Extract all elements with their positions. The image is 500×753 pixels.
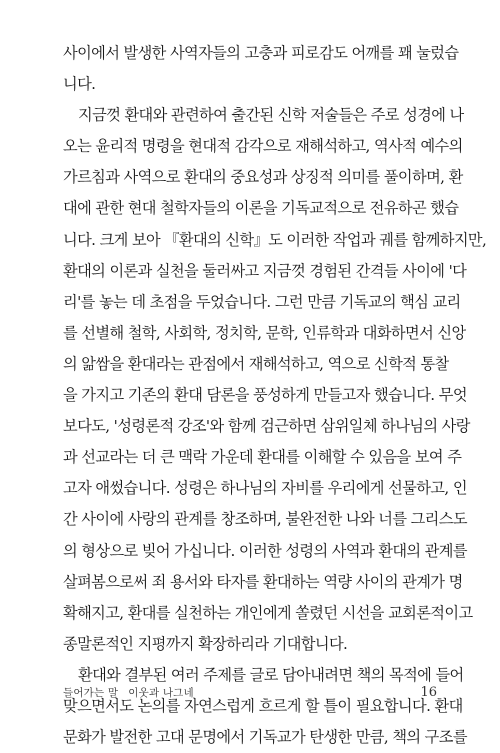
text-line: 환대의 이론과 실천을 둘러싸고 지금껏 경험된 간격들 사이에 '다 [63,261,467,280]
page-number: 16 [420,685,437,700]
text-line: 사이에서 발생한 사역자들의 고충과 피로감도 어깨를 꽤 눌렀습 [63,44,459,62]
text-line: 리'를 놓는 데 초점을 두었습니다. 그런 만큼 기독교의 핵심 교리 [63,292,461,311]
body-text [63,38,487,753]
text-line: 보다도, '성령론적 강조'와 함께 검근하면 삼위일체 하나님의 사랑 [63,417,470,436]
text-line: 간 사이에 사랑의 관계를 창조하며, 불완전한 나와 너를 그리스도 [63,510,467,529]
text-line: 문화가 발전한 고대 문명에서 기독교가 탄생한 만큼, 책의 구조를 [63,728,467,747]
text-line: 니다. 크게 보아 『환대의 신학』도 이러한 작업과 궤를 함께하지만, [63,230,487,249]
text-line: 니다. [63,75,96,94]
running-footer [63,682,194,704]
text-line: 을 가지고 기존의 환대 담론을 풍성하게 만들고자 했습니다. 무엇 [63,386,467,405]
text-line: 오는 윤리적 명령을 현대적 감각으로 재해석하고, 역사적 예수의 [63,137,463,156]
text-line: 맞으면서도 논의를 자연스럽게 흐르게 할 틀이 필요합니다. 환대 [63,696,463,715]
text-line: 환대와 결부된 여러 주제를 글로 담아내려면 책의 목적에 들어 [78,665,464,684]
text-line: 종말론적인 지평까지 확장하리라 기대합니다. [63,634,348,653]
text-line: 살펴봄으로써 죄 용서와 타자를 환대하는 역량 사이의 관계가 명 [63,572,463,591]
footer-section-title: 들어가는 말 [63,687,119,699]
footer-book-title: 이웃과 나그네 [128,687,194,699]
text-line: 대에 관한 현대 철학자들의 이론을 기독교적으로 전유하곤 했습 [63,199,459,218]
page-footer [63,682,437,704]
text-line: 확해지고, 환대를 실천하는 개인에게 쏠렸던 시선을 교회론적이고 [63,603,473,622]
text-line: 가르침과 사역으로 환대의 중요성과 상징적 의미를 풀이하며, 환 [63,168,463,187]
text-line: 지금껏 환대와 관련하여 출간된 신학 저술들은 주로 성경에 나 [78,106,464,125]
text-line: 의 형상으로 빚어 가십니다. 이러한 성령의 사역과 환대의 관계를 [63,541,467,560]
text-line: 고자 애썼습니다. 성령은 하나님의 자비를 우리에게 선물하고, 인 [63,479,467,498]
text-line: 과 선교라는 더 큰 맥락 가운데 환대를 이해할 수 있음을 보여 주 [63,448,462,467]
text-line: 의 앎쌈을 환대라는 관점에서 재해석하고, 역으로 신학적 통찰 [63,354,449,373]
text-line: 를 선별해 철학, 사회학, 정치학, 문학, 인류학과 대화하면서 신앙 [63,323,466,342]
